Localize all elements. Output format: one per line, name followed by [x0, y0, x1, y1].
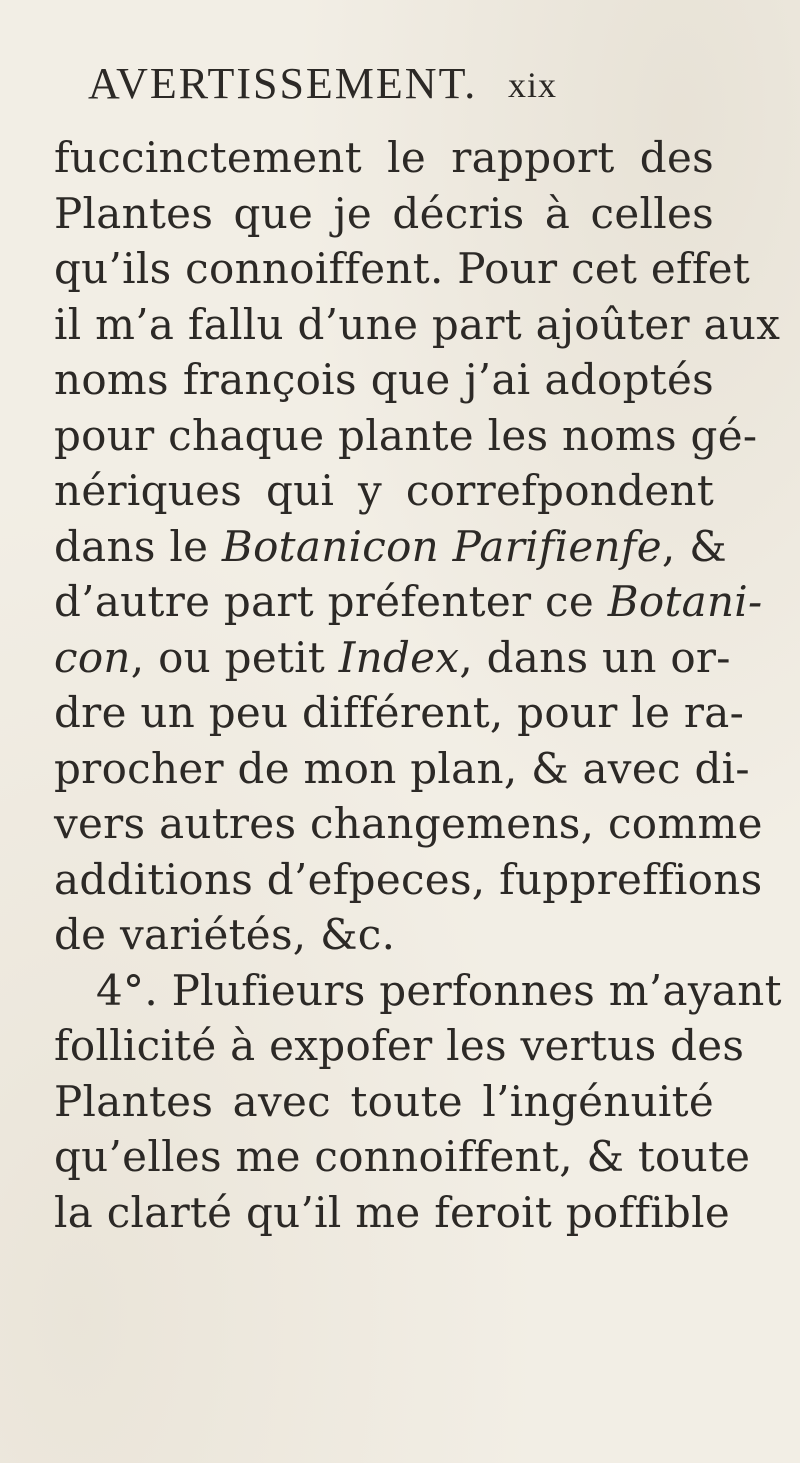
italic-title: Index	[338, 632, 460, 682]
text-line: qu’elles me connoiffent, & toute	[54, 1132, 751, 1181]
text-line: Plantes que je décris à celles	[54, 188, 714, 238]
text-line: de variétés, &c.	[54, 910, 396, 959]
running-head-title: AVERTISSEMENT.	[88, 59, 478, 108]
text-line: follicité à expofer les vertus des	[54, 1021, 745, 1070]
text-line: la clarté qu’il me feroit poffible	[54, 1187, 731, 1237]
italic-title: Botani-	[607, 577, 763, 626]
text-line: nériques qui y correfpondent	[54, 466, 714, 515]
italic-title: Botanicon Parifienfe	[221, 521, 662, 571]
text-line: pour chaque plante les noms gé-	[54, 410, 758, 460]
text-line: procher de mon plan, & avec di-	[54, 743, 750, 793]
text-line: dans le Botanicon Parifienfe, &	[54, 521, 727, 571]
text-line: qu’ils connoiffent. Pour cet effet	[54, 244, 751, 293]
text-line: 4°. Plufieurs perfonnes m’ayant	[96, 965, 782, 1015]
text-line: d’autre part préfenter ce Botani-	[54, 577, 763, 626]
text-line: noms françois que j’ai adoptés	[54, 355, 714, 404]
text-line: fuccinctement le rapport des	[54, 133, 714, 182]
italic-title: con	[54, 632, 131, 682]
body-text	[54, 130, 782, 1240]
page-number: xix	[508, 65, 558, 105]
text-line: con, ou petit Index, dans un or-	[54, 632, 731, 682]
text-line: il m’a fallu d’une part ajoûter aux	[54, 299, 781, 349]
text-line: Plantes avec toute l’ingénuité	[54, 1076, 714, 1126]
text-line: additions d’efpeces, fuppreffions	[54, 854, 763, 904]
text-line: vers autres changemens, comme	[54, 799, 763, 848]
running-head	[88, 58, 648, 110]
text-line: dre un peu différent, pour le ra-	[54, 688, 745, 737]
